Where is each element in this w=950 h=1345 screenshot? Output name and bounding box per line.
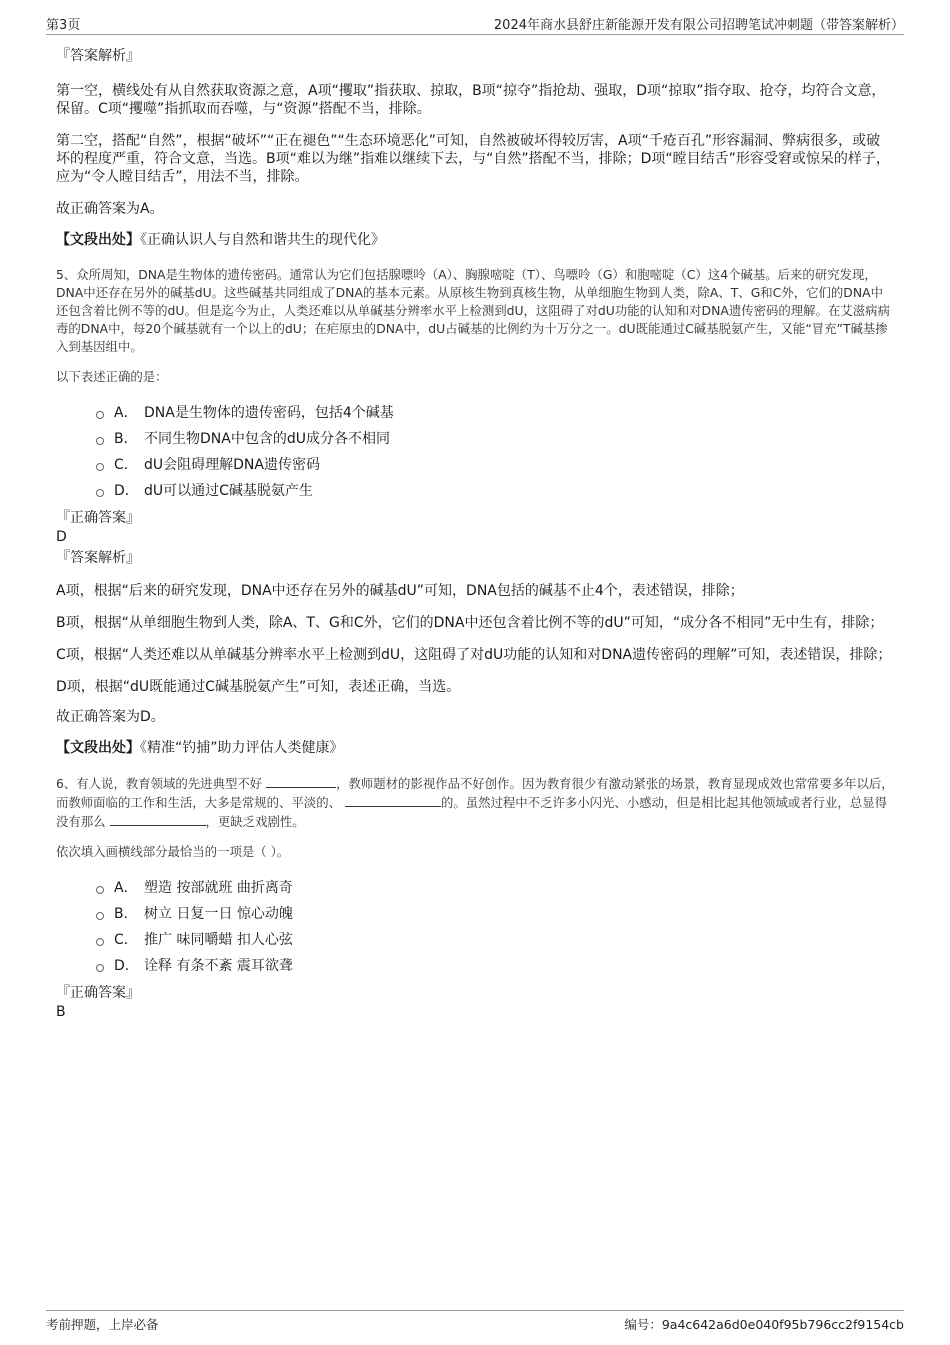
radio-icon[interactable] [96,964,104,972]
radio-icon[interactable] [96,938,104,946]
q5-source-label: 【文段出处】 [56,740,140,756]
radio-icon[interactable] [96,463,104,471]
q5-analysis-b: B项，根据“从单细胞生物到人类，除A、T、G和C外，它们的DNA中还包含着比例不等的dU”可知，“成分各不相同”无中生有，排除； [56,615,884,631]
footer-slogan: 考前押题，上岸必备 [46,1317,159,1332]
page-footer [46,1310,904,1335]
q6-question-text: 6、有人说，教育领域的先进典型不好 ，教师题材的影视作品不好创作。因为教育很少有激动紧张的场景，教育显现成效也常常要多年以后，而教师面临的工作和生活，大多是常规的、平淡的、 的。虽然过程中不乏许多小闪光、小感动，但是相比起其他领域或者行业，总显得没有那么 ，更缺乏戏剧性。 [56,776,894,829]
q6-options [56,875,894,979]
page-header [46,14,904,35]
q5-question-text: 5、众所周知，DNA是生物体的遗传密码。通常认为它们包括腺嘌呤（A）、胸腺嘧啶（T）、鸟嘌呤（G）和胞嘧啶（C）这4个碱基。后来的研究发现，DNA中还存在另外的碱基dU。这些碱基共同组成了DNA的基本元素。从原核生物到真核生物，从单细胞生物到人类，除A、T、G和C外，它们的DNA中还包含着比例不等的dU。但是迄今为止，人类还难以从单碱基分辨率水平上检测到dU，这阻碍了对dU功能的认知和对DNA遗传密码的理解。在艾滋病病毒的DNA中，每20个碱基就有一个以上的dU；在疟原虫的DNA中，dU占碱基的比例约为十万分之一。dU既能通过C碱基脱氨产生，又能“冒充”T碱基掺入到基因组中。 [56,267,890,354]
q5-option-c[interactable]: C． dU会阻碍理解DNA遗传密码 [96,452,894,478]
q5-prompt: 以下表述正确的是： [56,369,168,384]
page-number: 第3页 [46,18,81,33]
page-content [56,46,894,1021]
q5-source [56,738,894,758]
q4-analysis-label: 『答案解析』 [56,48,140,64]
q6-prompt: 依次填入画横线部分最恰当的一项是（ ）。 [56,844,290,859]
q5-analysis-c: C项，根据“人类还难以从单碱基分辨率水平上检测到dU，这阻碍了对dU功能的认知和对DNA遗传密码的理解”可知，表述错误，排除； [56,647,892,663]
q4-source-label: 【文段出处】 [56,232,140,248]
q4-analysis-p2: 第二空，搭配“自然”，根据“破坏”“正在褪色”“生态环境恶化”可知，自然被破坏得较厉害，A项“千疮百孔”形容漏洞、弊病很多，或破坏的程度严重，符合文意，当选。B项“难以为继”指难以继续下去，与“自然”搭配不当，排除；D项“瞠目结舌”形容受窘或惊呆的样子，应为“令人瞠目结舌”，用法不当，排除。 [56,133,890,185]
blank-3 [110,812,206,826]
q4-source-text: 《正确认识人与自然和谐共生的现代化》 [140,232,385,248]
q6-option-c[interactable]: C． 推广 味同嚼蜡 扣人心弦 [96,927,894,953]
blank-1 [266,774,336,788]
radio-icon[interactable] [96,489,104,497]
radio-icon[interactable] [96,886,104,894]
q6-option-a[interactable]: A． 塑造 按部就班 曲折离奇 [96,875,894,901]
q5-analysis-a: A项，根据“后来的研究发现，DNA中还存在另外的碱基dU”可知，DNA包括的碱基不止4个，表述错误，排除； [56,583,744,599]
q5-analysis-d: D项，根据“dU既能通过C碱基脱氨产生”可知，表述正确，当选。 [56,679,461,695]
q5-option-d[interactable]: D． dU可以通过C碱基脱氨产生 [96,478,894,504]
q5-answer: D [56,529,67,545]
q5-options [56,400,894,504]
q6-answer-label: 『正确答案』 [56,985,140,1001]
q5-option-a[interactable]: A． DNA是生物体的遗传密码，包括4个碱基 [96,400,894,426]
footer-doc-id: 编号：9a4c642a6d0e040f95b796cc2f9154cb [624,1317,904,1332]
q5-answer-label: 『正确答案』 [56,510,140,526]
q6-answer: B [56,1004,66,1020]
radio-icon[interactable] [96,912,104,920]
document-title: 2024年商水县舒庄新能源开发有限公司招聘笔试冲刺题（带答案解析） [493,18,904,33]
q4-analysis-p1: 第一空，横线处有从自然获取资源之意，A项“攫取”指获取、掠取，B项“掠夺”指抢劫、强取，D项“掠取”指夺取、抢夺，均符合文意，保留。C项“攫噬”指抓取而吞噬，与“资源”搭配不当，排除。 [56,83,886,117]
q5-option-b[interactable]: B． 不同生物DNA中包含的dU成分各不相同 [96,426,894,452]
q6-option-b[interactable]: B． 树立 日复一日 惊心动魄 [96,901,894,927]
radio-icon[interactable] [96,437,104,445]
q6-option-d[interactable]: D． 诠释 有条不紊 震耳欲聋 [96,953,894,979]
q4-source [56,230,894,250]
q5-source-text: 《精准“钓捕”助力评估人类健康》 [140,740,344,756]
q5-conclusion: 故正确答案为D。 [56,709,165,725]
q4-conclusion: 故正确答案为A。 [56,201,164,217]
q5-analysis-label: 『答案解析』 [56,550,140,566]
radio-icon[interactable] [96,411,104,419]
blank-2 [345,793,441,807]
